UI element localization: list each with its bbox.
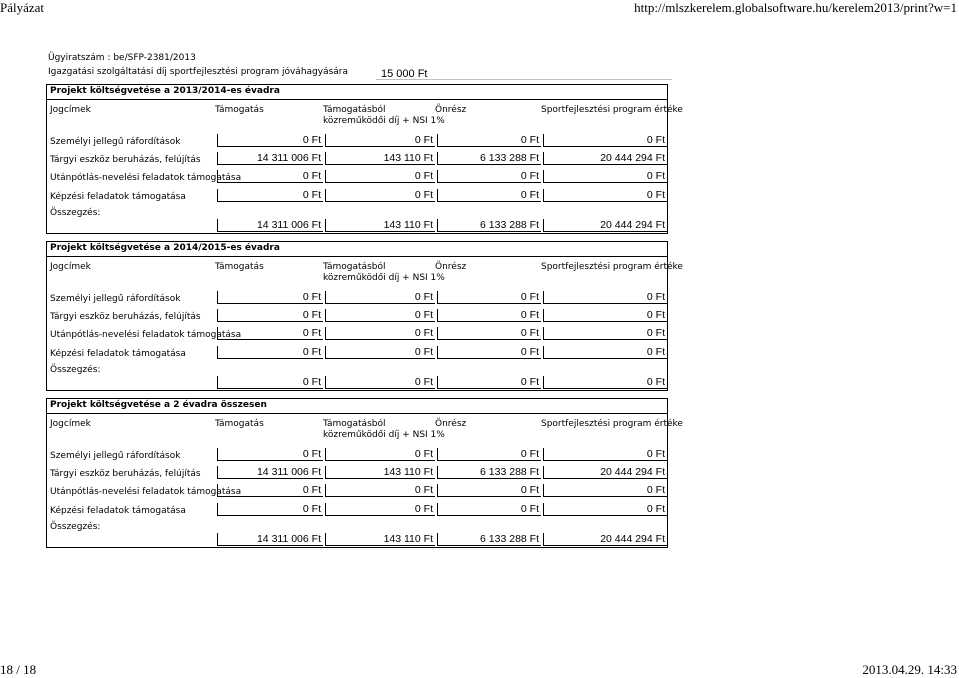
- column-header-jogcimek: Jogcímek: [50, 419, 91, 429]
- column-header-tamogatas: Támogatás: [215, 262, 264, 272]
- amount-cell: 0 Ft: [325, 346, 435, 359]
- amount-cell: 0 Ft: [437, 134, 541, 147]
- budget-section: [46, 84, 683, 234]
- amount-cell: 0 Ft: [543, 503, 667, 516]
- amount-cell: 0 Ft: [325, 484, 435, 497]
- amount-cell: 0 Ft: [437, 503, 541, 516]
- column-header-line: közreműködői díj + NSI 1%: [323, 273, 445, 283]
- column-header-line: Támogatásból: [323, 262, 386, 272]
- row-label: Képzési feladatok támogatása: [50, 192, 186, 202]
- amount-cell: 0 Ft: [543, 484, 667, 497]
- print-timestamp: 2013.04.29. 14:33: [862, 662, 957, 677]
- amount-cell: 0 Ft: [543, 291, 667, 304]
- sum-amount-cell: 0 Ft: [437, 376, 541, 389]
- column-header-kozremukodoi: [323, 262, 445, 284]
- sum-amount-cell: 6 133 288 Ft: [437, 219, 541, 232]
- amount-cell: 0 Ft: [543, 346, 667, 359]
- sum-amount-cell: 0 Ft: [325, 376, 435, 389]
- amount-cell: 0 Ft: [217, 189, 323, 202]
- row-label: Tárgyi eszköz beruházás, felújítás: [50, 312, 201, 322]
- section-divider: [47, 413, 667, 414]
- column-header-program: Sportfejlesztési program értéke: [541, 105, 683, 115]
- amount-cell: 14 311 006 Ft: [217, 152, 323, 165]
- amount-cell: 0 Ft: [325, 170, 435, 183]
- budget-section: [46, 241, 683, 391]
- section-title: Projekt költségvetése a 2 évadra összesen: [50, 400, 267, 410]
- amount-cell: 0 Ft: [437, 309, 541, 322]
- amount-cell: 0 Ft: [217, 484, 323, 497]
- budget-section: [46, 398, 683, 548]
- amount-cell: 0 Ft: [217, 448, 323, 461]
- sum-amount-cell: 0 Ft: [543, 376, 667, 389]
- column-header-onresz: Önrész: [435, 419, 467, 429]
- row-label: Képzési feladatok támogatása: [50, 349, 186, 359]
- column-header-tamogatas: Támogatás: [215, 419, 264, 429]
- sum-label: Összegzés:: [50, 365, 101, 375]
- amount-cell: 20 444 294 Ft: [543, 466, 667, 479]
- column-header-tamogatas: Támogatás: [215, 105, 264, 115]
- row-label: Tárgyi eszköz beruházás, felújítás: [50, 155, 201, 165]
- column-header-line: közreműködői díj + NSI 1%: [323, 430, 445, 440]
- column-header-line: Támogatásból: [323, 105, 386, 115]
- amount-cell: 20 444 294 Ft: [543, 152, 667, 165]
- amount-cell: 0 Ft: [437, 484, 541, 497]
- row-label: Személyi jellegű ráfordítások: [50, 137, 181, 147]
- section-title: Projekt költségvetése a 2014/2015-es évadra: [50, 243, 280, 253]
- amount-cell: 0 Ft: [325, 327, 435, 340]
- amount-cell: 143 110 Ft: [325, 152, 435, 165]
- section-divider: [47, 99, 667, 100]
- amount-cell: 0 Ft: [437, 189, 541, 202]
- row-label: Személyi jellegű ráfordítások: [50, 294, 181, 304]
- amount-cell: 0 Ft: [325, 503, 435, 516]
- sum-amount-cell: 143 110 Ft: [325, 533, 435, 546]
- amount-cell: 6 133 288 Ft: [437, 152, 541, 165]
- column-header-program: Sportfejlesztési program értéke: [541, 262, 683, 272]
- column-header-line: Támogatásból: [323, 419, 386, 429]
- page-number: 18 / 18: [0, 662, 37, 677]
- column-header-onresz: Önrész: [435, 262, 467, 272]
- print-header-title: Pályázat: [0, 0, 45, 15]
- amount-cell: 0 Ft: [543, 309, 667, 322]
- row-label: Tárgyi eszköz beruházás, felújítás: [50, 469, 201, 479]
- amount-cell: 0 Ft: [325, 309, 435, 322]
- amount-cell: 0 Ft: [217, 503, 323, 516]
- amount-cell: 0 Ft: [437, 448, 541, 461]
- amount-cell: 0 Ft: [325, 134, 435, 147]
- column-header-jogcimek: Jogcímek: [50, 105, 91, 115]
- amount-cell: 0 Ft: [543, 448, 667, 461]
- section-title: Projekt költségvetése a 2013/2014-es évadra: [50, 86, 280, 96]
- amount-cell: 0 Ft: [325, 448, 435, 461]
- section-divider: [47, 256, 667, 257]
- row-label: Személyi jellegű ráfordítások: [50, 451, 181, 461]
- row-label: Képzési feladatok támogatása: [50, 506, 186, 516]
- fee-value: 15 000 Ft: [381, 68, 428, 80]
- sum-amount-cell: 20 444 294 Ft: [543, 219, 667, 232]
- sum-amount-cell: 20 444 294 Ft: [543, 533, 667, 546]
- column-header-line: közreműködői díj + NSI 1%: [323, 116, 445, 126]
- row-label: Utánpótlás-nevelési feladatok támogatása: [50, 173, 242, 183]
- sum-amount-cell: 0 Ft: [217, 376, 323, 389]
- amount-cell: 0 Ft: [217, 170, 323, 183]
- amount-cell: 0 Ft: [325, 291, 435, 304]
- sum-label: Összegzés:: [50, 208, 101, 218]
- document-id: Ügyiratszám : be/SFP-2381/2013: [48, 53, 196, 63]
- amount-cell: 0 Ft: [437, 327, 541, 340]
- amount-cell: 0 Ft: [217, 291, 323, 304]
- amount-cell: 6 133 288 Ft: [437, 466, 541, 479]
- amount-cell: 0 Ft: [217, 309, 323, 322]
- column-header-kozremukodoi: [323, 419, 445, 441]
- column-header-program: Sportfejlesztési program értéke: [541, 419, 683, 429]
- fee-underline: [376, 79, 672, 80]
- sum-amount-cell: 6 133 288 Ft: [437, 533, 541, 546]
- amount-cell: 0 Ft: [217, 346, 323, 359]
- row-label: Utánpótlás-nevelési feladatok támogatása: [50, 330, 242, 340]
- amount-cell: 0 Ft: [543, 189, 667, 202]
- amount-cell: 14 311 006 Ft: [217, 466, 323, 479]
- amount-cell: 0 Ft: [217, 134, 323, 147]
- row-label: Utánpótlás-nevelési feladatok támogatása: [50, 487, 242, 497]
- sum-label: Összegzés:: [50, 522, 101, 532]
- amount-cell: 143 110 Ft: [325, 466, 435, 479]
- column-header-kozremukodoi: [323, 105, 445, 127]
- amount-cell: 0 Ft: [543, 134, 667, 147]
- amount-cell: 0 Ft: [325, 189, 435, 202]
- sum-amount-cell: 143 110 Ft: [325, 219, 435, 232]
- amount-cell: 0 Ft: [543, 327, 667, 340]
- column-header-onresz: Önrész: [435, 105, 467, 115]
- amount-cell: 0 Ft: [543, 170, 667, 183]
- amount-cell: 0 Ft: [437, 170, 541, 183]
- sum-amount-cell: 14 311 006 Ft: [217, 219, 323, 232]
- print-header-url: http://mlszkerelem.globalsoftware.hu/kerelem2013/print?w=1: [634, 0, 957, 15]
- column-header-jogcimek: Jogcímek: [50, 262, 91, 272]
- amount-cell: 0 Ft: [217, 327, 323, 340]
- sum-amount-cell: 14 311 006 Ft: [217, 533, 323, 546]
- fee-label: Igazgatási szolgáltatási díj sportfejlesztési program jóváhagyására: [48, 67, 349, 77]
- amount-cell: 0 Ft: [437, 346, 541, 359]
- amount-cell: 0 Ft: [437, 291, 541, 304]
